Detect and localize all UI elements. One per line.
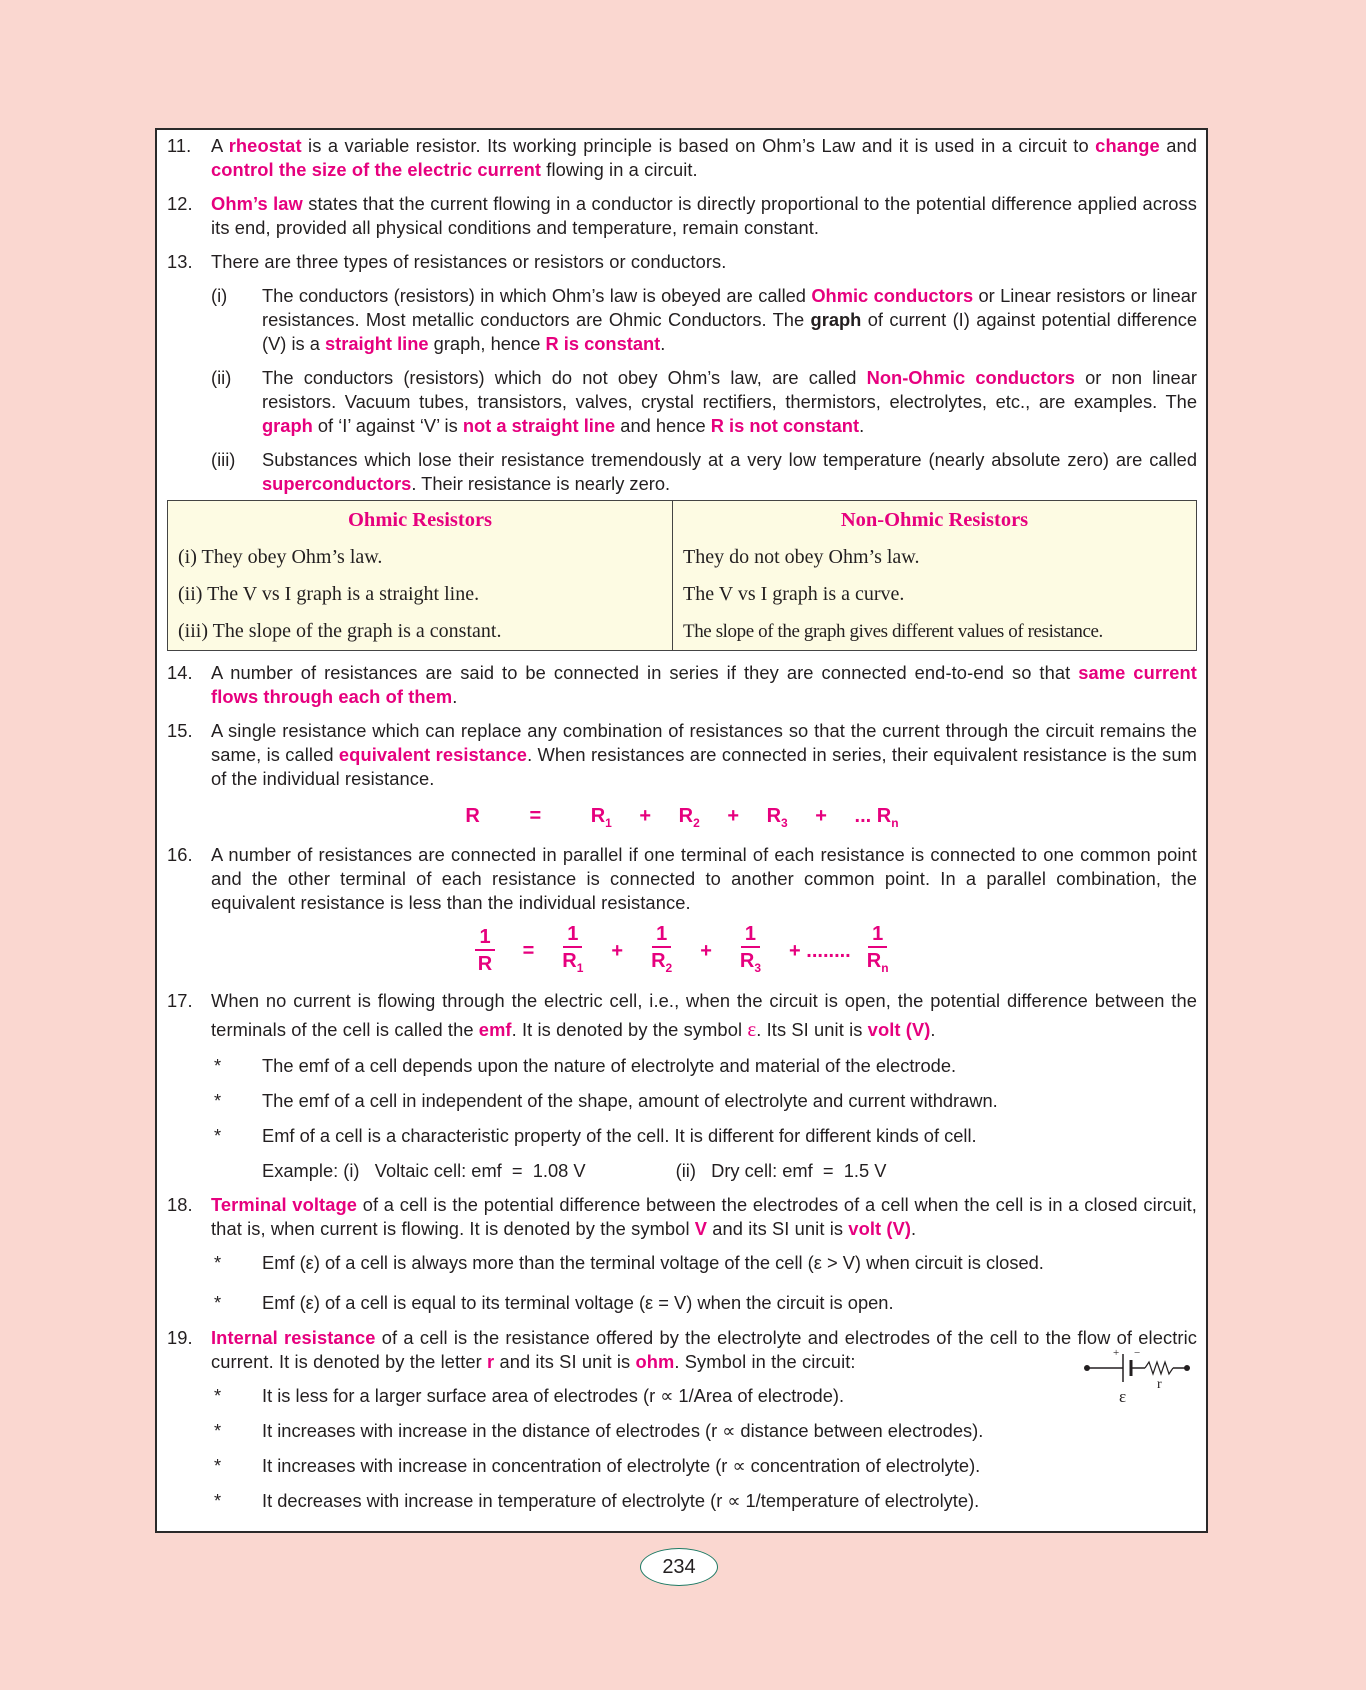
text: The conductors (resistors) which do not obey Ohm’s law, are called [262, 367, 867, 388]
formula-term: R [590, 805, 606, 827]
denominator [651, 948, 672, 981]
table-row [168, 539, 1197, 576]
text: Emf (ε) of a cell is equal to its terminal voltage (ε = V) when the circuit is open. [262, 1292, 894, 1313]
text: Emf of a cell is a characteristic property of the cell. It is different for different kinds of cell. [262, 1125, 977, 1146]
bullet-item [167, 1124, 1197, 1148]
text: of a cell is the potential difference between the electrodes of a cell when the cell is in a closed circuit, that is, when current is flowing. It is denoted by the symbol [211, 1194, 1197, 1239]
formula-term: R [739, 949, 755, 972]
content [167, 134, 1197, 1524]
item-number: 13. [167, 251, 193, 272]
fraction [867, 922, 889, 981]
fraction [740, 922, 761, 981]
text: It decreases with increase in temperature of electrolyte (r ∝ 1/temperature of electrolyte). [262, 1490, 980, 1511]
bullet-star: * [214, 1490, 222, 1511]
denominator [740, 948, 761, 981]
text: It increases with increase in the distance of electrodes (r ∝ distance between electrodes). [262, 1420, 984, 1441]
item-19 [167, 1326, 1197, 1374]
text: graph, hence [428, 333, 546, 354]
numerator: 1 [741, 922, 760, 948]
formula-term: R [465, 805, 480, 827]
resistor-comparison-table [167, 500, 1197, 651]
text: . [911, 1218, 917, 1239]
formula-term: = [522, 939, 535, 962]
r-label: r [1157, 1377, 1162, 1392]
formula-term: R [866, 949, 882, 972]
bullet-star: * [214, 1455, 222, 1476]
text: . Their resistance is nearly zero. [411, 473, 671, 494]
formula-term: + ........ [789, 939, 851, 962]
text: . [452, 686, 458, 707]
text: A [211, 135, 229, 156]
bullet-item [167, 1291, 1197, 1315]
item-17 [167, 987, 1197, 1044]
numerator: 1 [652, 922, 671, 948]
text: flowing in a circuit. [541, 159, 698, 180]
highlight: Ohmic conductors [811, 285, 974, 306]
roman-numeral: (ii) [211, 367, 232, 388]
content-frame [155, 128, 1208, 1533]
formula-subscript: n [891, 816, 899, 830]
formula-subscript: 1 [576, 960, 584, 975]
bold-text: graph [810, 309, 862, 330]
page-number: 234 [640, 1548, 718, 1586]
fraction [651, 922, 672, 981]
highlight: R is not constant [710, 415, 860, 436]
highlight: Non-Ohmic conductors [866, 367, 1075, 388]
formula-term: + [727, 805, 740, 827]
roman-numeral: (i) [211, 285, 228, 306]
table-cell: The V vs I graph is a curve. [683, 583, 905, 605]
table-row [168, 613, 1197, 651]
bullet-star: * [214, 1090, 222, 1111]
text: or non linear resistors. Vacuum tubes, transistors, valves, crystal rectifiers, thermistors, electrolytes, etc., are examples. The [262, 367, 1197, 412]
text: . When resistances are connected in series, their equivalent resistance is the sum of the individual resistance. [211, 744, 1197, 789]
parallel-formula [167, 921, 1197, 981]
highlight: same current flows through each of them [211, 662, 1197, 707]
highlight: volt (V) [867, 1019, 931, 1040]
text: of ‘I’ against ‘V’ is [312, 415, 463, 436]
table-cell: (ii) The V vs I graph is a straight line. [168, 576, 673, 613]
example-line [167, 1159, 1197, 1183]
item-14 [167, 661, 1197, 709]
bullet-item [167, 1489, 1197, 1513]
formula-term: + [700, 939, 712, 962]
text: is a variable resistor. Its working principle is based on Ohm’s Law and it is used in a circuit to [301, 135, 1096, 156]
fraction [562, 922, 583, 981]
highlight: Terminal voltage [211, 1194, 358, 1215]
item-number: 17. [167, 990, 193, 1011]
highlight: superconductors [262, 473, 412, 494]
formula-term: ... R [854, 805, 892, 827]
formula-subscript: 2 [665, 960, 673, 975]
table-cell: (iii) The slope of the graph is a constant. [168, 613, 673, 651]
text: Example: (i) Voltaic cell: emf = 1.08 V [262, 1160, 586, 1181]
text: The emf of a cell in independent of the shape, amount of electrolyte and current withdrawn. [262, 1090, 998, 1111]
series-formula [167, 801, 1197, 831]
text: . [660, 333, 666, 354]
text: It is less for a larger surface area of electrodes (r ∝ 1/Area of electrode). [262, 1385, 845, 1406]
table-header-row [168, 501, 1197, 540]
formula-term: R [651, 949, 666, 972]
text: states that the current flowing in a conductor is directly proportional to the potential difference applied across its end, provided all physical conditions and temperature, remain constant. [211, 193, 1198, 238]
formula-term: R [766, 805, 782, 827]
text: A number of resistances are said to be connected in series if they are connected end-to-end so that [211, 662, 1079, 683]
bullet-star: * [214, 1292, 222, 1313]
bullet-star: * [214, 1252, 222, 1273]
table-cell: The slope of the graph gives different values of resistance. [683, 620, 1103, 642]
formula-term: = [529, 805, 542, 827]
bullet-star: * [214, 1055, 222, 1076]
text: Emf (ε) of a cell is always more than the terminal voltage of the cell (ε > V) when circuit is closed. [262, 1252, 1044, 1273]
formula-subscript: 2 [693, 816, 700, 830]
formula-term: + [639, 805, 652, 827]
highlight: rheostat [228, 135, 302, 156]
text: and its SI unit is [494, 1351, 636, 1372]
bullet-star: * [214, 1420, 222, 1441]
item-number: 12. [167, 193, 193, 214]
text: and hence [615, 415, 711, 436]
text: and [1159, 135, 1197, 156]
text: There are three types of resistances or resistors or conductors. [211, 251, 727, 272]
text: The emf of a cell depends upon the nature of electrolyte and material of the electrode. [262, 1055, 957, 1076]
bullet-star: * [214, 1385, 222, 1406]
highlight: Internal resistance [211, 1327, 376, 1348]
bullet-item [167, 1054, 1197, 1078]
text: A number of resistances are connected in parallel if one terminal of each resistance is connected to one common point and the other terminal of each resistance is connected to another common point. In a parallel combination, the equivalent resistance is less than the individual resistance. [211, 844, 1197, 913]
denominator [562, 948, 583, 981]
item-15 [167, 719, 1197, 791]
table-header: Non-Ohmic Resistors [840, 508, 1029, 531]
item-number: 15. [167, 720, 193, 741]
highlight: V [694, 1218, 708, 1239]
bullet-item [167, 1454, 1197, 1478]
numerator: 1 [868, 922, 887, 948]
text: . [859, 415, 865, 436]
highlight: control the size of the electric current [211, 159, 542, 180]
item-number: 18. [167, 1194, 193, 1215]
highlight: R is constant [545, 333, 661, 354]
bullet-star: * [214, 1125, 222, 1146]
text: (ii) Dry cell: emf = 1.5 V [675, 1160, 887, 1181]
item-11 [167, 134, 1197, 182]
formula-term: R [477, 953, 493, 975]
item-13-ii [167, 366, 1197, 438]
denominator [867, 948, 889, 981]
formula-subscript: 3 [754, 960, 762, 975]
text: It increases with increase in concentration of electrolyte (r ∝ concentration of electrolyte). [262, 1455, 981, 1476]
highlight: graph [262, 415, 313, 436]
bullet-item [167, 1089, 1197, 1113]
formula-subscript: 3 [781, 816, 788, 830]
minus-sign: − [1134, 1347, 1141, 1359]
text: A single resistance which can replace any combination of resistances so that the current through the circuit remains the same, is called [211, 720, 1197, 765]
denominator [478, 951, 492, 977]
table-cell: (i) They obey Ohm’s law. [168, 539, 673, 576]
table-row [168, 576, 1197, 613]
highlight: r [487, 1351, 495, 1372]
item-number: 14. [167, 662, 193, 683]
text: When no current is flowing through the electric cell, i.e., when the circuit is open, the potential difference between the terminals of the cell is called the [211, 990, 1197, 1040]
item-number: 11. [167, 135, 192, 156]
plus-sign: + [1113, 1347, 1120, 1359]
table-cell: They do not obey Ohm’s law. [683, 546, 920, 568]
item-number: 16. [167, 844, 193, 865]
item-13-iii [167, 448, 1197, 496]
epsilon-symbol: ε [747, 1017, 757, 1041]
highlight: change [1095, 135, 1160, 156]
item-13 [167, 250, 1197, 274]
bullet-item [167, 1251, 1197, 1275]
formula-term: R [678, 805, 694, 827]
item-18 [167, 1193, 1197, 1241]
highlight: straight line [324, 333, 429, 354]
highlight: Ohm’s law [211, 193, 303, 214]
item-16 [167, 843, 1197, 915]
table-header: Ohmic Resistors [168, 501, 673, 540]
formula-term: + [815, 805, 827, 827]
item-number: 19. [167, 1327, 193, 1348]
text: The conductors (resistors) in which Ohm’s law is obeyed are called [262, 285, 812, 306]
formula-term: + [611, 939, 624, 962]
highlight: ohm [635, 1351, 675, 1372]
formula-subscript: n [881, 960, 889, 975]
fraction [475, 925, 494, 977]
item-12 [167, 192, 1197, 240]
text: . Its SI unit is [756, 1019, 868, 1040]
formula-subscript: 1 [605, 816, 612, 830]
text: and its SI unit is [707, 1218, 849, 1239]
highlight: not a straight line [462, 415, 616, 436]
text: of a cell is the resistance offered by the electrolyte and electrodes of the cell to the flow of electric current. It is denoted by the letter [211, 1327, 1197, 1372]
text: or Linear resistors or linear resistances. Most metallic conductors are Ohmic Conductors. The [262, 285, 1197, 330]
numerator: 1 [563, 922, 582, 948]
text: Substances which lose their resistance tremendously at a very low temperature (nearly absolute zero) are called [262, 449, 1197, 470]
text: . It is denoted by the symbol [511, 1019, 748, 1040]
epsilon-label: ε [1119, 1387, 1127, 1406]
formula-term: R [562, 949, 577, 972]
highlight: emf [478, 1019, 512, 1040]
text: of current (I) against potential difference (V) is a [262, 309, 1197, 354]
highlight: volt (V) [848, 1218, 912, 1239]
roman-numeral: (iii) [211, 449, 236, 470]
highlight: equivalent resistance [338, 744, 528, 765]
bullet-item [167, 1384, 1197, 1408]
numerator: 1 [475, 925, 494, 951]
text: . Symbol in the circuit: [674, 1351, 856, 1372]
item-13-i [167, 284, 1197, 356]
bullet-item [167, 1419, 1197, 1443]
text: . [930, 1019, 936, 1040]
